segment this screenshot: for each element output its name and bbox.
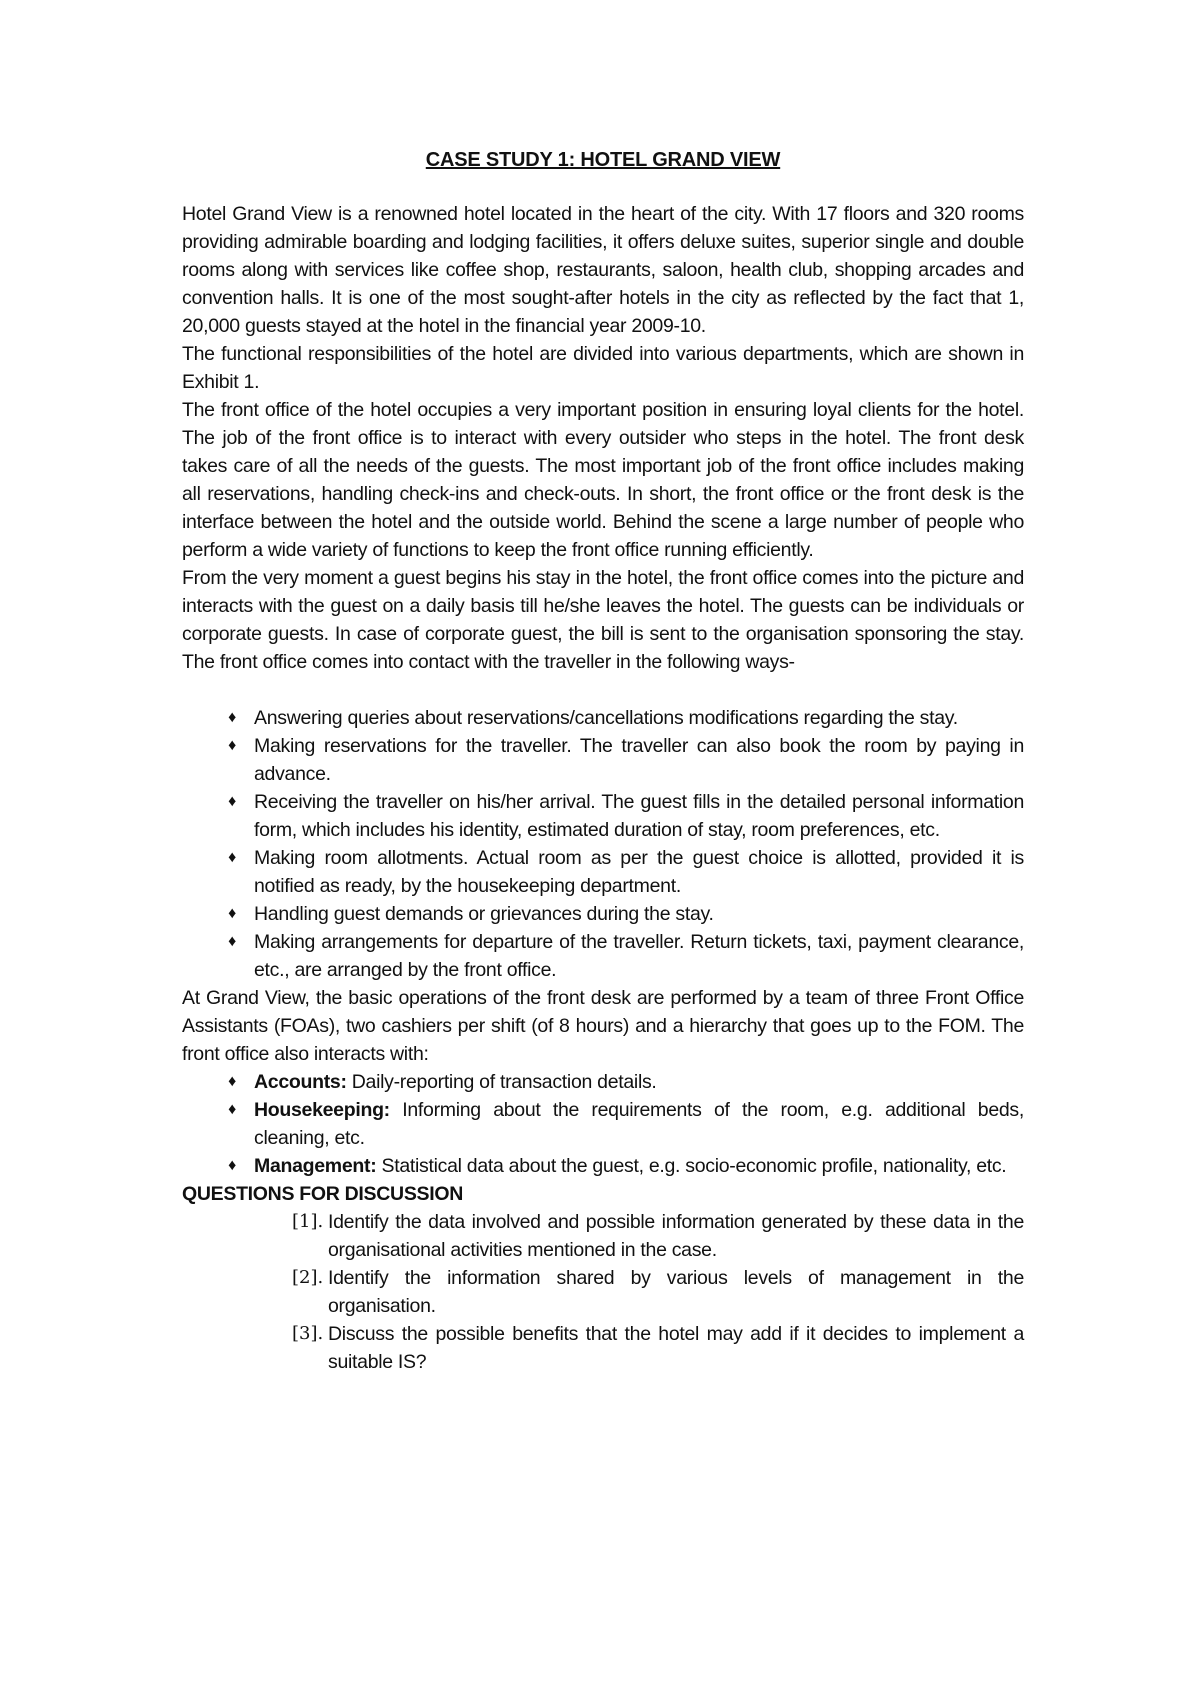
diamond-bullet-icon: ♦ [228, 793, 236, 810]
list-item [182, 1152, 1024, 1180]
document-title: CASE STUDY 1: HOTEL GRAND VIEW [425, 149, 781, 171]
question-number: [3]. [292, 1323, 324, 1344]
list-item [182, 732, 1024, 788]
diamond-bullet-icon: ♦ [228, 1157, 236, 1174]
questions-heading: QUESTIONS FOR DISCUSSION [182, 1183, 463, 1205]
question-text: Identify the information shared by various levels of management in the organisation. [328, 1267, 1024, 1317]
interaction-term: Management: [254, 1155, 377, 1177]
list-item [182, 1320, 1024, 1376]
diamond-bullet-icon: ♦ [228, 905, 236, 922]
question-number: [2]. [292, 1267, 324, 1288]
list-item [182, 1264, 1024, 1320]
list-item [182, 900, 1024, 928]
front-office-paragraph: The front office of the hotel occupies a very important position in ensuring loyal clients for the hotel. The job of the front office is to interact with every outsider who steps in the hotel. The front desk takes care of all the needs of the guests. The most important job of the front office includes making all reservations, handling check-ins and check-outs. In short, the front office or the front desk is the interface between the hotel and the outside world. Behind the scene a large number of people who perform a wide variety of functions to keep the front office running efficiently. [182, 399, 1024, 561]
list-item [182, 1096, 1024, 1152]
questions-list [182, 1208, 1024, 1376]
question-text: Discuss the possible benefits that the hotel may add if it decides to implement a suitable IS? [328, 1323, 1024, 1373]
list-item-text: Making room allotments. Actual room as per the guest choice is allotted, provided it is notified as ready, by the housekeeping department. [254, 847, 1024, 897]
interaction-text: Statistical data about the guest, e.g. socio-economic profile, nationality, etc. [376, 1155, 1007, 1177]
list-item-text: Making arrangements for departure of the traveller. Return tickets, taxi, payment clearance, etc., are arranged by the front office. [254, 931, 1024, 981]
list-item-text: Answering queries about reservations/cancellations modifications regarding the stay. [254, 707, 958, 729]
list-item [182, 1068, 1024, 1096]
question-number: [1]. [292, 1211, 324, 1232]
interaction-text: Informing about the requirements of the room, e.g. additional beds, cleaning, etc. [254, 1099, 1024, 1149]
list-item [182, 928, 1024, 984]
diamond-bullet-icon: ♦ [228, 933, 236, 950]
list-item-text: Receiving the traveller on his/her arrival. The guest fills in the detailed personal information form, which includes his identity, estimated duration of stay, room preferences, etc. [254, 791, 1024, 841]
diamond-bullet-icon: ♦ [228, 709, 236, 726]
list-item-text: Making reservations for the traveller. The traveller can also book the room by paying in advance. [254, 735, 1024, 785]
intro-paragraph: Hotel Grand View is a renowned hotel located in the heart of the city. With 17 floors and 320 rooms providing admirable boarding and lodging facilities, it offers deluxe suites, superior single and double rooms along with services like coffee shop, restaurants, saloon, health club, shopping arcades and convention halls. It is one of the most sought-after hotels in the city as reflected by the fact that 1, 20,000 guests stayed at the hotel in the financial year 2009-10. [182, 203, 1024, 337]
list-item [182, 704, 1024, 732]
document-page [182, 146, 1024, 1376]
operations-paragraph: At Grand View, the basic operations of the front desk are performed by a team of three Front Office Assistants (FOAs), two cashiers per shift (of 8 hours) and a hierarchy that goes up to the FOM. The front office also interacts with: [182, 987, 1024, 1065]
interactions-list [182, 1068, 1024, 1180]
question-text: Identify the data involved and possible information generated by these data in the organisational activities mentioned in the case. [328, 1211, 1024, 1261]
contact-ways-list [182, 704, 1024, 984]
diamond-bullet-icon: ♦ [228, 1073, 236, 1090]
interaction-text: Daily-reporting of transaction details. [346, 1071, 657, 1093]
list-item [182, 788, 1024, 844]
departments-paragraph: The functional responsibilities of the hotel are divided into various departments, which are shown in Exhibit 1. [182, 343, 1024, 393]
list-item [182, 844, 1024, 900]
diamond-bullet-icon: ♦ [228, 737, 236, 754]
guest-stay-paragraph: From the very moment a guest begins his stay in the hotel, the front office comes into the picture and interacts with the guest on a daily basis till he/she leaves the hotel. The guests can be individuals or corporate guests. In case of corporate guest, the bill is sent to the organisation sponsoring the stay. The front office comes into contact with the traveller in the following ways- [182, 567, 1024, 673]
list-item-text: Handling guest demands or grievances during the stay. [254, 903, 714, 925]
list-item [182, 1208, 1024, 1264]
interaction-term: Housekeeping: [254, 1099, 390, 1121]
diamond-bullet-icon: ♦ [228, 849, 236, 866]
diamond-bullet-icon: ♦ [228, 1101, 236, 1118]
interaction-term: Accounts: [254, 1071, 347, 1093]
